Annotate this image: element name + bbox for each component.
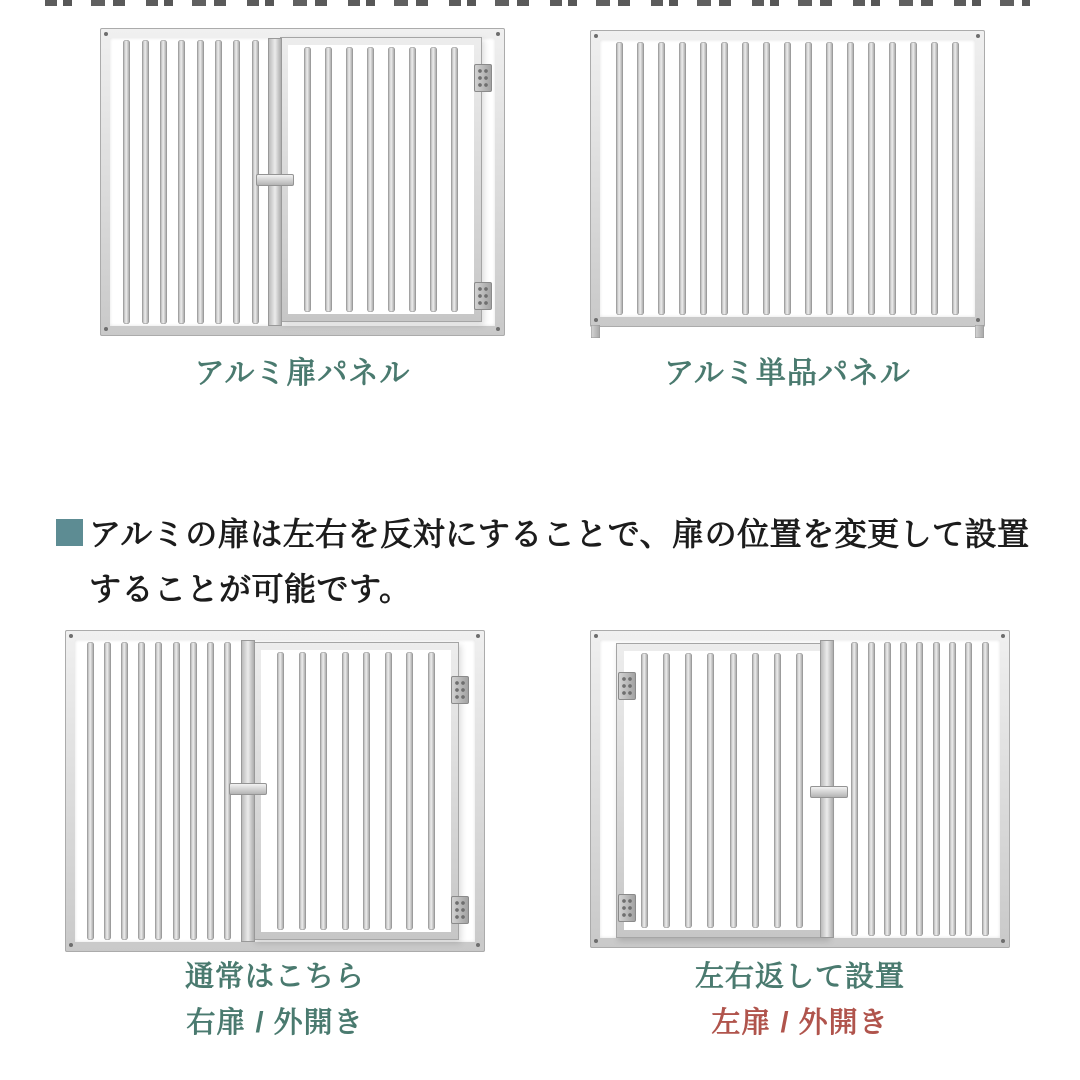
normal-caption-line-1: 通常はこちら (184, 961, 365, 993)
screw-hole (1001, 939, 1005, 943)
fence-bar (763, 42, 770, 315)
hinge-bottom-icon (451, 896, 469, 924)
normal-panel-caption (45, 961, 505, 1040)
fence-bar (784, 42, 791, 315)
fence-bar (155, 642, 162, 940)
teal-square-bullet-icon (56, 519, 83, 546)
fence-bar (233, 40, 240, 324)
latch-handle-icon (810, 786, 848, 798)
door-frame (261, 650, 451, 932)
vertical-bars-left (112, 40, 270, 324)
fence-bar (847, 42, 854, 315)
fence-bar (616, 42, 623, 315)
latch-handle-icon (229, 783, 267, 795)
note-line-2: することが可能です。 (89, 571, 412, 607)
fence-bar (160, 40, 167, 324)
gate-door (616, 643, 828, 938)
door-vertical-bars (626, 653, 818, 928)
fence-bar (730, 653, 737, 928)
fence-bar (658, 42, 665, 315)
vertical-bars-left (77, 642, 241, 940)
aluminum-door-panel-photo (100, 28, 505, 336)
hinge-top-icon (474, 64, 492, 92)
flipped-orientation-panel-photo (590, 630, 1010, 948)
fence-bar (965, 642, 972, 936)
fence-bar (949, 642, 956, 936)
screw-hole (104, 32, 108, 36)
screw-hole (594, 34, 598, 38)
screw-hole (496, 32, 500, 36)
screw-hole (1001, 634, 1005, 638)
fence-bar (320, 652, 327, 930)
fence-bar (707, 653, 714, 928)
vertical-bars (602, 42, 973, 315)
flipped-panel-caption (570, 961, 1030, 1040)
fence-bar (889, 42, 896, 315)
screw-hole (69, 943, 73, 947)
door-frame (288, 45, 474, 314)
fence-bar (304, 47, 311, 312)
fence-bar (700, 42, 707, 315)
screw-hole (594, 318, 598, 322)
screw-hole (976, 318, 980, 322)
screw-hole (69, 634, 73, 638)
gate-door (280, 37, 482, 322)
fence-bar (385, 652, 392, 930)
fence-bar (299, 652, 306, 930)
door-vertical-bars (263, 652, 449, 930)
panel-leg (591, 325, 600, 338)
fence-bar (409, 47, 416, 312)
fence-bar (138, 642, 145, 940)
fence-bar (868, 42, 875, 315)
note-text (56, 509, 1056, 610)
fence-bar (388, 47, 395, 312)
fence-bar (178, 40, 185, 324)
fence-bar (933, 642, 940, 936)
screw-hole (594, 634, 598, 638)
fence-bar (207, 642, 214, 940)
hinge-bottom-icon (474, 282, 492, 310)
fence-bar (851, 642, 858, 936)
fence-bar (884, 642, 891, 936)
fence-bar (742, 42, 749, 315)
fence-bar (428, 652, 435, 930)
fence-bar (774, 653, 781, 928)
fence-bar (406, 652, 413, 930)
fence-bar (277, 652, 284, 930)
hinge-bottom-icon (618, 894, 636, 922)
fence-bar (121, 642, 128, 940)
door-panel-caption: アルミ扉パネル (194, 357, 411, 390)
normal-caption-line-2: 右扉 / 外開き (186, 1007, 364, 1039)
fence-bar (367, 47, 374, 312)
gate-door (253, 642, 459, 940)
fence-bar (663, 653, 670, 928)
fence-bar (685, 653, 692, 928)
fence-bar (752, 653, 759, 928)
fence-bar (805, 42, 812, 315)
fence-bar (173, 642, 180, 940)
fence-bar (215, 40, 222, 324)
screw-hole (476, 634, 480, 638)
door-vertical-bars (290, 47, 472, 312)
hinge-top-icon (451, 676, 469, 704)
fence-bar (952, 42, 959, 315)
fence-bar (123, 40, 130, 324)
single-panel-caption: アルミ単品パネル (664, 357, 911, 390)
normal-orientation-panel-photo (65, 630, 485, 952)
fence-bar (346, 47, 353, 312)
fence-bar (826, 42, 833, 315)
flipped-caption-line-2: 左扉 / 外開き (711, 1007, 889, 1039)
cropped-text-strip (45, 0, 1030, 6)
aluminum-single-panel-photo (590, 30, 985, 327)
fence-bar (342, 652, 349, 930)
fence-bar (916, 642, 923, 936)
door-frame (624, 651, 820, 930)
fence-bar (931, 42, 938, 315)
note-line-1: アルミの扉は左右を反対にすることで、扉の位置を変更して設置 (89, 516, 1030, 552)
fence-bar (87, 642, 94, 940)
fence-bar (910, 42, 917, 315)
fence-bar (982, 642, 989, 936)
vertical-bars-right (842, 642, 998, 936)
fence-bar (868, 642, 875, 936)
fence-bar (721, 42, 728, 315)
panel-leg (975, 325, 984, 338)
fence-bar (451, 47, 458, 312)
fence-bar (679, 42, 686, 315)
fence-bar (142, 40, 149, 324)
fence-bar (637, 42, 644, 315)
screw-hole (976, 34, 980, 38)
fence-bar (325, 47, 332, 312)
fence-bar (197, 40, 204, 324)
fence-bar (900, 642, 907, 936)
hinge-top-icon (618, 672, 636, 700)
latch-handle-icon (256, 174, 294, 186)
fence-bar (190, 642, 197, 940)
fence-bar (104, 642, 111, 940)
fence-bar (430, 47, 437, 312)
screw-hole (104, 327, 108, 331)
fence-bar (363, 652, 370, 930)
fence-bar (796, 653, 803, 928)
screw-hole (594, 939, 598, 943)
screw-hole (476, 943, 480, 947)
fence-bar (641, 653, 648, 928)
screw-hole (496, 327, 500, 331)
flipped-caption-line-1: 左右返して設置 (694, 961, 905, 993)
